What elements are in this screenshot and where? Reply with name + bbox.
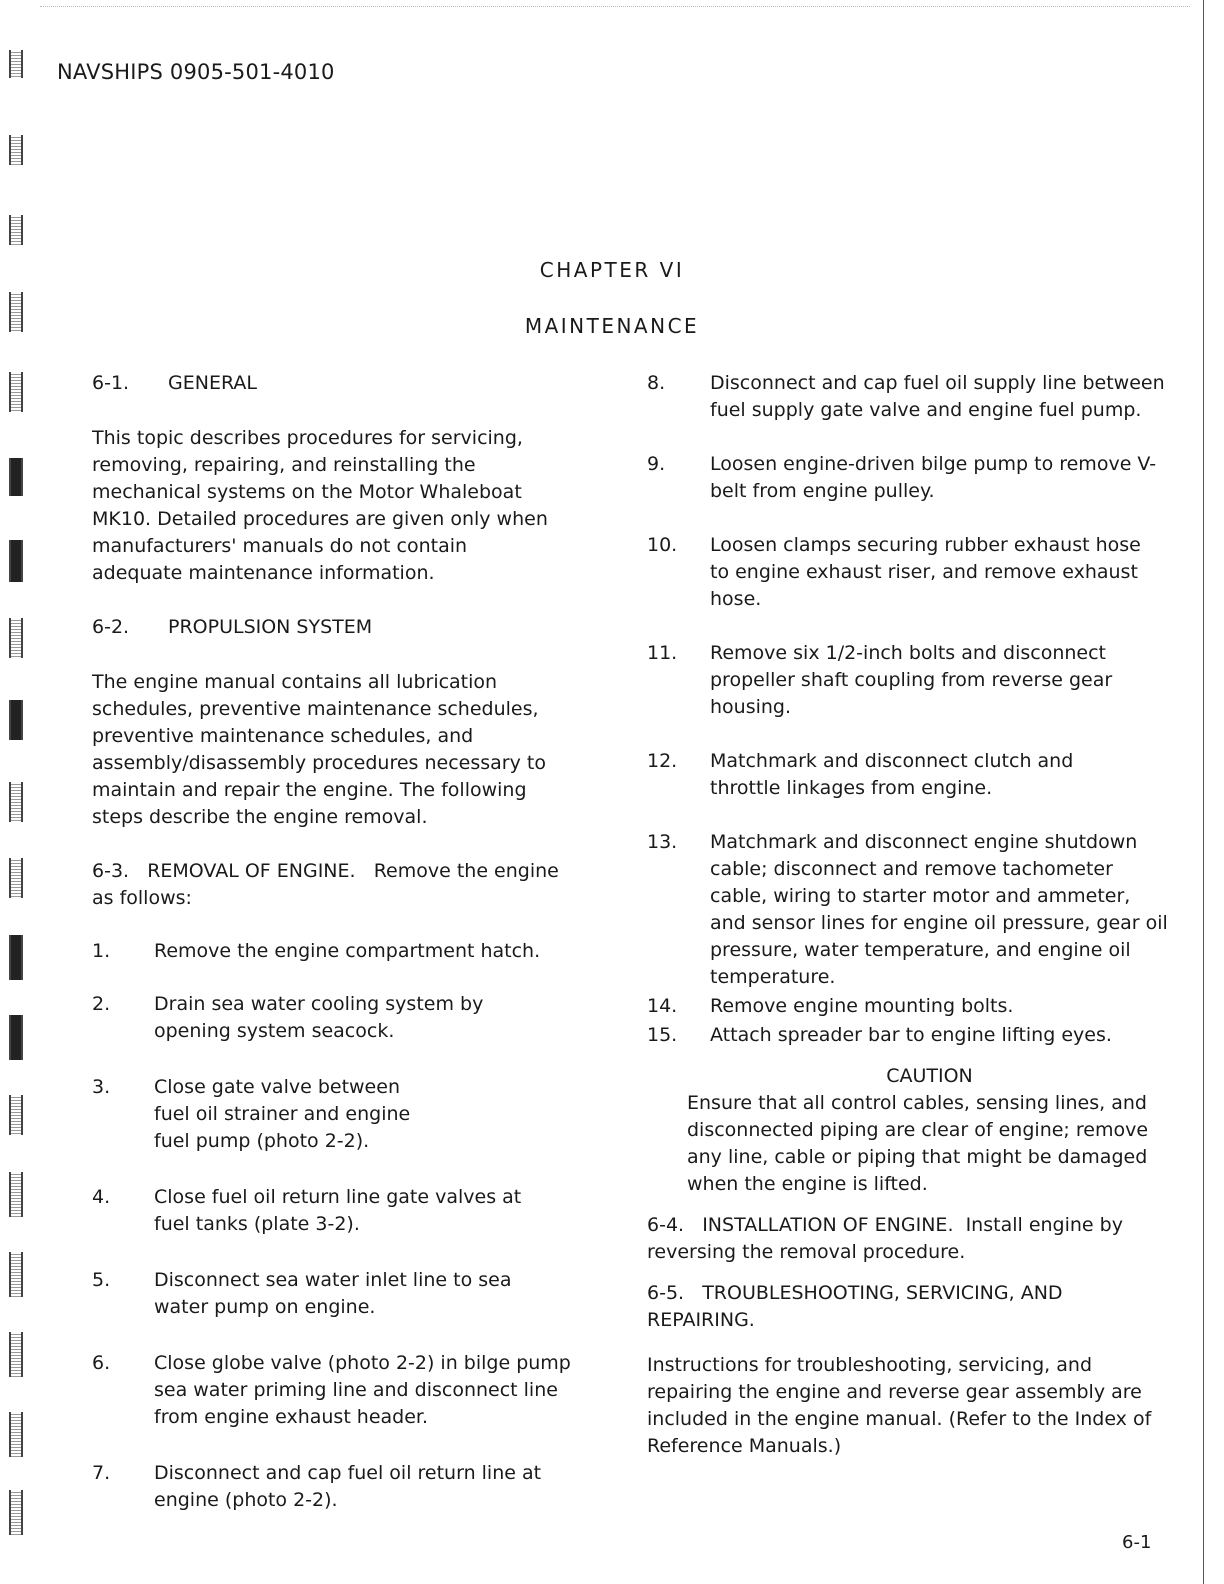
document-id: NAVSHIPS 0905-501-4010 (57, 60, 335, 84)
section-number: 6-2. (92, 616, 130, 638)
binding-hole (9, 935, 23, 980)
step-item (647, 993, 1172, 1020)
step-number: 15. (647, 1024, 678, 1046)
caution-title: CAUTION (886, 1065, 973, 1087)
binding-hole (9, 1490, 23, 1535)
step-item (92, 1074, 562, 1155)
scan-right-edge (1203, 0, 1204, 1584)
step-text: Remove the engine compartment hatch. (154, 940, 541, 962)
right-column (647, 370, 1172, 1460)
step-item (92, 1267, 562, 1321)
step-text: Close gate valve between fuel oil strainer and engine fuel pump (photo 2-2). (154, 1076, 411, 1152)
section-intro: Remove the engine as follows: (92, 860, 559, 909)
section-title: REMOVAL OF ENGINE. (147, 860, 356, 882)
binding-hole (9, 50, 23, 78)
step-text: Drain sea water cooling system by opening system seacock. (154, 993, 484, 1042)
troubleshooting-paragraph: Instructions for troubleshooting, servicing, and repairing the engine and reverse gear assembly are included in the engine manual. (Refer to the Index of Reference Manuals.) (647, 1354, 1152, 1457)
section-title: PROPULSION SYSTEM (168, 616, 373, 638)
caution-text: Ensure that all control cables, sensing lines, and disconnected piping are clear of engine; remove any line, cable or piping that might be damaged when the engine is lifted. (687, 1092, 1149, 1195)
chapter-title: CHAPTER VI (539, 258, 685, 282)
binding-hole (9, 215, 23, 245)
step-number: 9. (647, 453, 666, 475)
section-heading-propulsion (92, 614, 562, 641)
step-text: Matchmark and disconnect clutch and throttle linkages from engine. (710, 750, 1074, 799)
section-number: 6-5. (647, 1282, 685, 1304)
step-item (647, 640, 1172, 721)
step-number: 7. (92, 1462, 111, 1484)
removal-steps-left (92, 938, 571, 1514)
section-number: 6-1. (92, 372, 130, 394)
step-text: Loosen clamps securing rubber exhaust hose to engine exhaust riser, and remove exhaust hose. (710, 534, 1141, 610)
binding-hole (9, 700, 23, 740)
binding-hole (9, 372, 23, 412)
binding-hole (9, 1095, 23, 1135)
step-text: Disconnect and cap fuel oil return line at engine (photo 2-2). (154, 1462, 542, 1511)
section-heading-troubleshooting (647, 1280, 1172, 1334)
step-item (92, 1460, 562, 1514)
step-number: 2. (92, 993, 111, 1015)
page-number: 6-1 (1122, 1532, 1152, 1553)
installation-paragraph: Install engine by reversing the removal procedure. (647, 1214, 1123, 1263)
step-item (92, 1184, 562, 1238)
step-number: 8. (647, 372, 666, 394)
step-item (92, 938, 562, 965)
section-title: INSTALLATION OF ENGINE. (702, 1214, 954, 1236)
binding-hole (9, 135, 23, 165)
binding-hole (9, 1412, 23, 1457)
step-number: 5. (92, 1269, 111, 1291)
propulsion-paragraph: The engine manual contains all lubrication schedules, preventive maintenance schedules, preventive maintenance schedules, and assembly/disassembly procedures necessary to maintain and repair the engine. The following steps describe the engine removal. (92, 671, 546, 828)
step-item (647, 829, 1172, 991)
step-number: 6. (92, 1352, 111, 1374)
step-text: Loosen engine-driven bilge pump to remove V-belt from engine pulley. (710, 453, 1157, 502)
binding-hole (9, 1172, 23, 1217)
step-item (92, 991, 562, 1045)
removal-steps-right (647, 370, 1172, 1049)
step-item (647, 532, 1172, 613)
step-item (647, 370, 1172, 424)
section-number: 6-3. (92, 860, 130, 882)
binding-hole (9, 1015, 23, 1060)
section-heading-removal (92, 858, 562, 912)
step-item (647, 748, 1172, 802)
step-item (92, 1350, 571, 1431)
left-column (92, 370, 571, 1514)
section-title: GENERAL (168, 372, 257, 394)
binding-hole (9, 1252, 23, 1297)
step-text: Close fuel oil return line gate valves at fuel tanks (plate 3-2). (154, 1186, 522, 1235)
step-number: 1. (92, 940, 111, 962)
binding-hole (9, 782, 23, 822)
step-number: 10. (647, 534, 678, 556)
step-text: Disconnect and cap fuel oil supply line between fuel supply gate valve and engine fuel pump. (710, 372, 1165, 421)
section-number: 6-4. (647, 1214, 685, 1236)
step-text: Close globe valve (photo 2-2) in bilge pump sea water priming line and disconnect line from engine exhaust header. (154, 1352, 571, 1428)
binding-hole (9, 540, 23, 582)
binding-hole (9, 858, 23, 898)
step-number: 14. (647, 995, 678, 1017)
step-number: 4. (92, 1186, 111, 1208)
section-heading-installation (647, 1212, 1172, 1266)
scan-top-edge (40, 6, 1190, 7)
step-text: Attach spreader bar to engine lifting eyes. (710, 1024, 1112, 1046)
section-heading-general (92, 370, 562, 397)
step-number: 12. (647, 750, 678, 772)
step-number: 11. (647, 642, 678, 664)
chapter-subtitle: MAINTENANCE (524, 314, 700, 338)
step-text: Remove six 1/2-inch bolts and disconnect propeller shaft coupling from reverse gear housing. (710, 642, 1113, 718)
step-item (647, 451, 1172, 505)
step-text: Remove engine mounting bolts. (710, 995, 1014, 1017)
step-number: 3. (92, 1076, 111, 1098)
step-text: Matchmark and disconnect engine shutdown cable; disconnect and remove tachometer cable, wiring to starter motor and ammeter, and sensor lines for engine oil pressure, gear oil pressure, water temperature, and engine oil temperature. (710, 831, 1168, 988)
step-number: 13. (647, 831, 678, 853)
binding-hole (9, 618, 23, 658)
binding-hole (9, 458, 23, 496)
step-item (647, 1022, 1172, 1049)
general-paragraph: This topic describes procedures for servicing, removing, repairing, and reinstalling the mechanical systems on the Motor Whaleboat MK10. Detailed procedures are given only when manufacturers' manuals do not contain adequate maintenance information. (92, 427, 548, 584)
section-title: TROUBLESHOOTING, SERVICING, AND REPAIRING. (647, 1282, 1063, 1331)
step-text: Disconnect sea water inlet line to sea water pump on engine. (154, 1269, 512, 1318)
binding-hole (9, 1332, 23, 1377)
